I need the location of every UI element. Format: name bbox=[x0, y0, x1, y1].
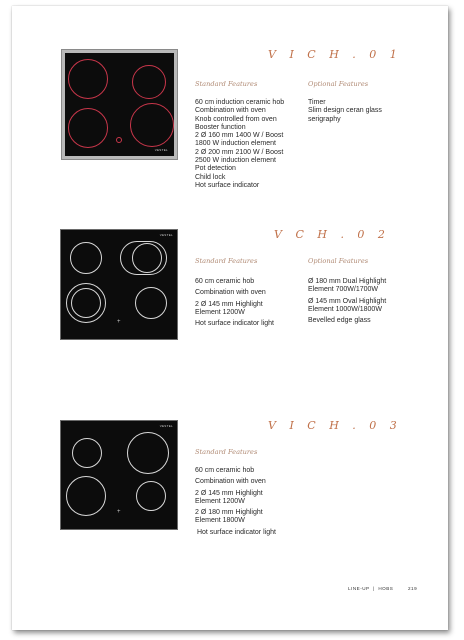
cooking-zone-ring bbox=[70, 242, 102, 274]
standard-features-list bbox=[195, 278, 305, 328]
model-title: V C H . 0 2 bbox=[274, 228, 390, 241]
footer-section-label: LINE-UP | HOBS bbox=[348, 586, 394, 591]
standard-features-title: Standard Features bbox=[195, 257, 258, 265]
feature-item: 60 cm ceramic hob bbox=[195, 467, 255, 474]
feature-item: Child lock bbox=[195, 173, 226, 181]
feature-item: 60 cm induction ceramic hob bbox=[195, 99, 285, 106]
control-symbol: + bbox=[117, 509, 121, 515]
cooking-zone-ring bbox=[130, 103, 174, 147]
model-title: V I C H . 0 3 bbox=[268, 419, 402, 432]
feature-item: Combination with oven bbox=[195, 478, 266, 486]
cooking-zone-ring bbox=[66, 476, 106, 516]
feature-item: Ø 180 mm Dual Highlight bbox=[308, 278, 387, 285]
brand-mark: VESTEL bbox=[154, 148, 168, 152]
cooking-zone-ring bbox=[68, 59, 108, 99]
standard-features-title: Standard Features bbox=[195, 80, 258, 88]
feature-item: Hot surface indicator light bbox=[195, 320, 274, 328]
feature-item: 2 Ø 160 mm 1400 W / Boost bbox=[195, 132, 284, 140]
standard-features-list bbox=[195, 99, 310, 190]
feature-item: serigraphy bbox=[308, 115, 341, 123]
cooking-zone-ring bbox=[132, 243, 162, 273]
feature-item: Hot surface indicator bbox=[195, 181, 260, 189]
cooktop-image-vich01 bbox=[62, 50, 177, 159]
feature-item: Element 1200W bbox=[195, 308, 245, 316]
optional-features-list bbox=[308, 99, 418, 124]
feature-item: Knob controlled from oven bbox=[195, 115, 277, 123]
cooktop-image-vch02 bbox=[60, 229, 178, 340]
feature-item: Element 1000W/1800W bbox=[308, 305, 382, 313]
brand-mark: VESTEL bbox=[159, 424, 173, 428]
feature-item: 60 cm ceramic hob bbox=[195, 278, 255, 285]
feature-item: 2 Ø 180 mm Highlight bbox=[195, 509, 263, 517]
cooking-zone-ring bbox=[72, 438, 102, 468]
page-number: 219 bbox=[408, 586, 418, 591]
cooking-zone-ring bbox=[136, 481, 166, 511]
optional-features-title: Optional Features bbox=[308, 80, 369, 88]
feature-item: Element 700W/1700W bbox=[308, 286, 379, 294]
feature-item: 1800 W induction element bbox=[195, 140, 276, 148]
feature-item: Timer bbox=[308, 99, 326, 106]
feature-item: Combination with oven bbox=[195, 107, 266, 115]
optional-features-list bbox=[308, 278, 418, 325]
catalog-page bbox=[12, 6, 448, 630]
brand-mark: VESTEL bbox=[159, 233, 173, 237]
cooktop-image-vich03 bbox=[60, 420, 178, 530]
control-symbol: + bbox=[117, 319, 121, 325]
feature-item: Combination with oven bbox=[195, 289, 266, 297]
feature-item: 2 Ø 145 mm Highlight bbox=[195, 300, 263, 308]
feature-item: Element 1800W bbox=[195, 517, 245, 525]
feature-item: Bevelled edge glass bbox=[308, 317, 371, 325]
cooking-zone-ring bbox=[68, 108, 108, 148]
feature-item: 2 Ø 200 mm 2100 W / Boost bbox=[195, 148, 284, 156]
feature-item: Slim design ceran glass bbox=[308, 107, 382, 115]
feature-item: Hot surface indicator light bbox=[195, 528, 276, 536]
cooking-zone-ring bbox=[127, 432, 169, 474]
optional-features-title: Optional Features bbox=[308, 257, 369, 265]
model-title: V I C H . 0 1 bbox=[268, 48, 402, 61]
feature-item: Booster function bbox=[195, 123, 246, 131]
cooking-zone-ring bbox=[132, 65, 166, 99]
control-symbol bbox=[116, 137, 122, 143]
feature-item: 2500 W induction element bbox=[195, 157, 276, 165]
standard-features-title: Standard Features bbox=[195, 448, 258, 456]
feature-item: Pot detection bbox=[195, 165, 236, 173]
standard-features-list bbox=[195, 467, 315, 537]
cooking-zone-ring bbox=[71, 288, 101, 318]
feature-item: 2 Ø 145 mm Highlight bbox=[195, 489, 263, 497]
cooking-zone-ring bbox=[135, 287, 167, 319]
feature-item: Element 1200W bbox=[195, 497, 245, 505]
feature-item: Ø 145 mm Oval Highlight bbox=[308, 297, 387, 305]
